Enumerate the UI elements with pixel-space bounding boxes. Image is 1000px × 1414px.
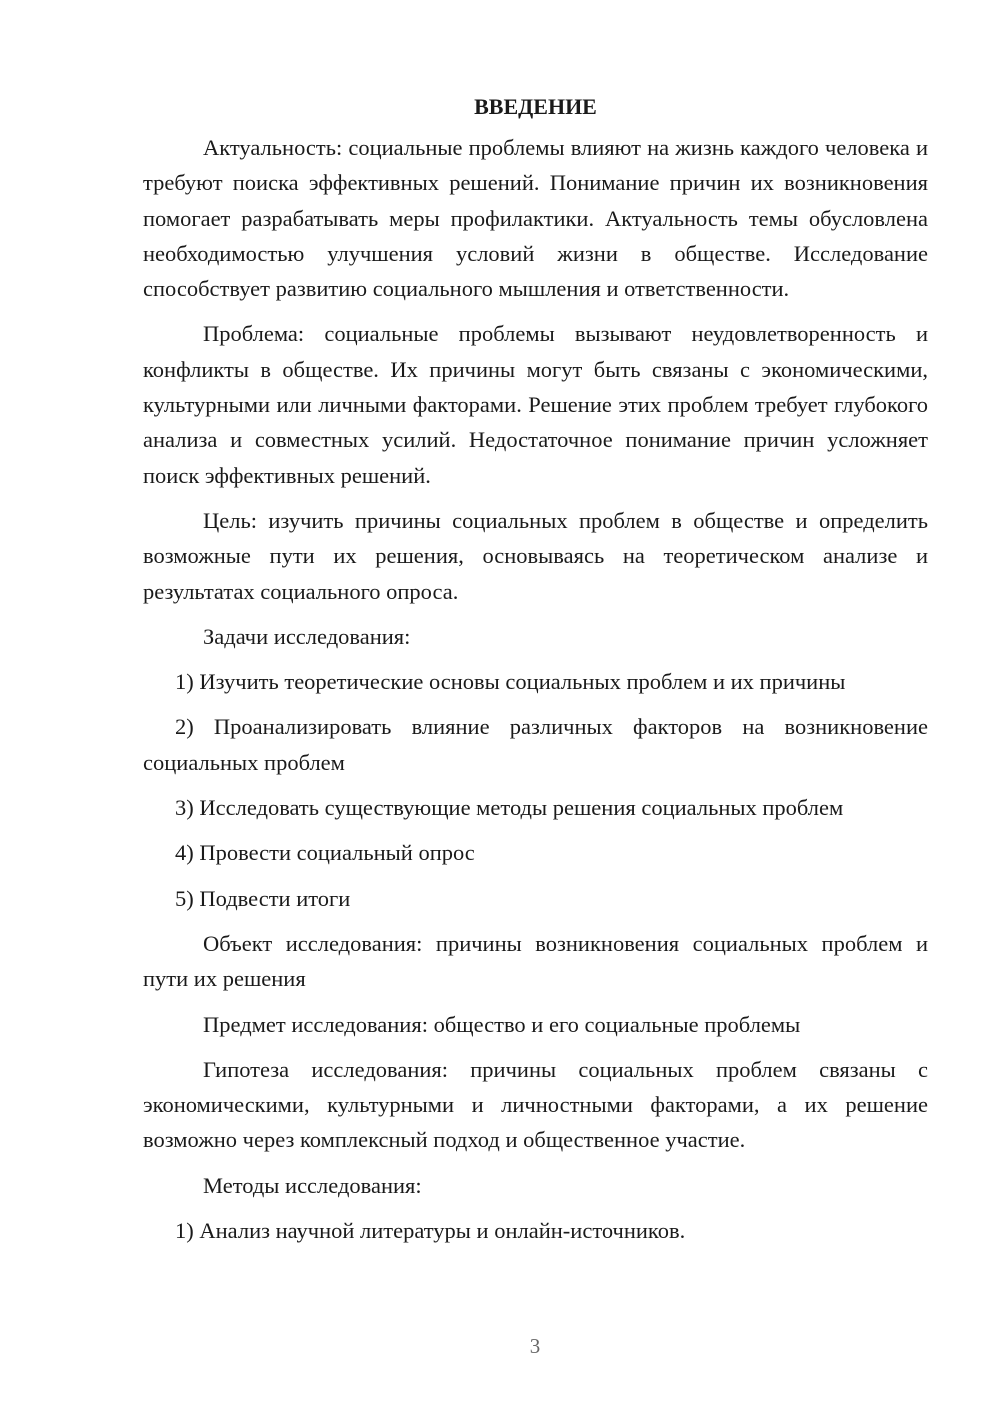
problem-paragraph: Проблема: социальные проблемы вызывают неудовлетворенность и конфликты в обществе. Их причины могут быть связаны с экономическими, культурными или личными факторами. Решение этих проблем требует глубокого анализа и совместных усилий. Недостаточное понимание причин усложняет поиск эффективных решений. — [143, 321, 928, 488]
document-page — [143, 90, 928, 1258]
task-item: 3) Исследовать существующие методы решения социальных проблем — [175, 795, 844, 821]
hypothesis-paragraph: Гипотеза исследования: причины социальных проблем связаны с экономическими, культурными и личностными факторами, а их решение возможно через комплексный подход и общественное участие. — [143, 1056, 928, 1153]
goal-paragraph: Цель: изучить причины социальных проблем в обществе и определить возможные пути их решения, основываясь на теоретическом анализе и результатах социального опроса. — [143, 507, 928, 604]
task-item: 1) Изучить теоретические основы социальных проблем и их причины — [175, 669, 846, 695]
object-paragraph: Объект исследования: причины возникновения социальных проблем и пути их решения — [143, 930, 928, 992]
method-item: 1) Анализ научной литературы и онлайн-источников. — [175, 1218, 686, 1244]
page-number: 3 — [529, 1334, 541, 1358]
section-title: ВВЕДЕНИЕ — [474, 94, 597, 119]
tasks-heading: Задачи исследования: — [203, 623, 411, 649]
relevance-paragraph: Актуальность: социальные проблемы влияют на жизнь каждого человека и требуют поиска эффективных решений. Понимание причин их возникновения помогает разрабатывать меры профилактики. Актуальность темы обусловлена необходимостью улучшения условий жизни в обществе. Исследование способствует развитию социального мышления и ответственности. — [143, 135, 928, 302]
task-item: 4) Провести социальный опрос — [175, 840, 475, 866]
task-item: 2) Проанализировать влияние различных факторов на возникновение социальных проблем — [143, 714, 928, 775]
methods-heading: Методы исследования: — [203, 1172, 422, 1198]
task-item: 5) Подвести итоги — [175, 885, 351, 911]
subject-paragraph: Предмет исследования: общество и его социальные проблемы — [203, 1011, 801, 1037]
